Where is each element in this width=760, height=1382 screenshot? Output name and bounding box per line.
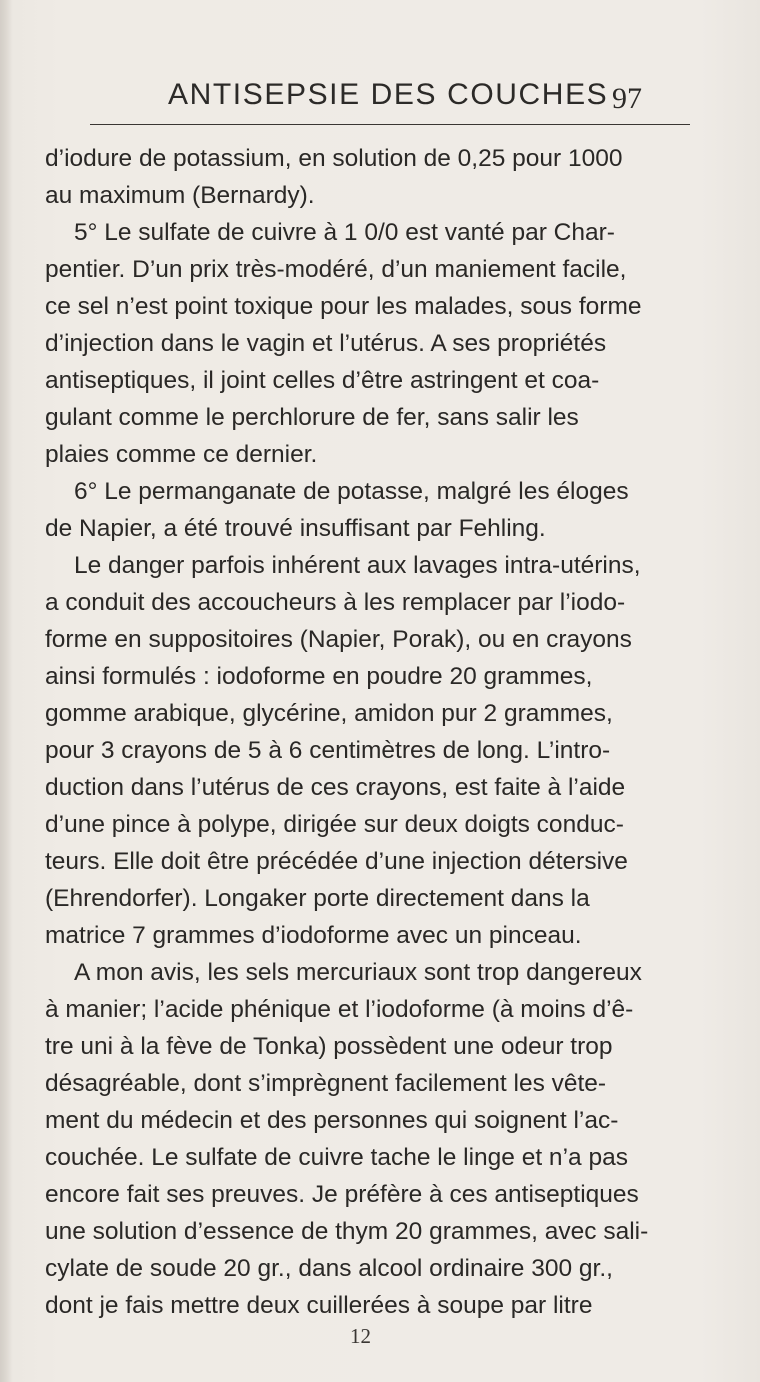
text-line: a conduit des accoucheurs à les remplacer par l’iodo- <box>45 589 626 616</box>
text-line: couchée. Le sulfate de cuivre tache le linge et n’a pas <box>45 1144 628 1171</box>
text-line: ment du médecin et des personnes qui soignent l’ac- <box>45 1107 619 1134</box>
text-line: pour 3 crayons de 5 à 6 centimètres de long. L’intro- <box>45 737 611 764</box>
text-line: dont je fais mettre deux cuillerées à soupe par litre <box>45 1292 593 1319</box>
text-line: d’iodure de potassium, en solution de 0,25 pour 1000 <box>45 145 623 172</box>
signature-mark: 12 <box>350 1324 371 1348</box>
text-line: forme en suppositoires (Napier, Porak), ou en crayons <box>45 626 632 653</box>
binding-shadow <box>0 0 12 1382</box>
text-line: pentier. D’un prix très-modéré, d’un maniement facile, <box>45 256 627 283</box>
text-line: 5° Le sulfate de cuivre à 1 0/0 est vanté par Char- <box>74 219 615 246</box>
text-line: de Napier, a été trouvé insuffisant par Fehling. <box>45 515 546 542</box>
text-line: gulant comme le perchlorure de fer, sans salir les <box>45 404 579 431</box>
text-line: Le danger parfois inhérent aux lavages intra-utérins, <box>74 552 641 579</box>
text-line: plaies comme ce dernier. <box>45 441 318 468</box>
text-line: à manier; l’acide phénique et l’iodoforme (à moins d’ê- <box>45 996 634 1023</box>
text-line: une solution d’essence de thym 20 grammes, avec sali- <box>45 1218 649 1245</box>
text-line: matrice 7 grammes d’iodoforme avec un pinceau. <box>45 922 582 949</box>
text-line: teurs. Elle doit être précédée d’une injection détersive <box>45 848 628 875</box>
text-line: 6° Le permanganate de potasse, malgré les éloges <box>74 478 629 505</box>
text-line: ainsi formulés : iodoforme en poudre 20 grammes, <box>45 663 593 690</box>
text-line: tre uni à la fève de Tonka) possèdent une odeur trop <box>45 1033 613 1060</box>
text-line: encore fait ses preuves. Je préfère à ces antiseptiques <box>45 1181 639 1208</box>
text-line: cylate de soude 20 gr., dans alcool ordinaire 300 gr., <box>45 1255 613 1282</box>
text-line: d’une pince à polype, dirigée sur deux doigts conduc- <box>45 811 624 838</box>
page-number: 97 <box>612 82 642 115</box>
text-line: antiseptiques, il joint celles d’être astringent et coa- <box>45 367 600 394</box>
running-title: ANTISEPSIE DES COUCHES <box>168 78 609 111</box>
header-rule <box>90 124 690 125</box>
text-line: duction dans l’utérus de ces crayons, est faite à l’aide <box>45 774 626 801</box>
text-line: gomme arabique, glycérine, amidon pur 2 grammes, <box>45 700 613 727</box>
text-line: au maximum (Bernardy). <box>45 182 315 209</box>
text-line: d’injection dans le vagin et l’utérus. A ses propriétés <box>45 330 607 357</box>
text-line: désagréable, dont s’imprègnent facilement les vête- <box>45 1070 607 1097</box>
text-line: ce sel n’est point toxique pour les malades, sous forme <box>45 293 642 320</box>
text-line: (Ehrendorfer). Longaker porte directement dans la <box>45 885 590 912</box>
text-line: A mon avis, les sels mercuriaux sont trop dangereux <box>74 959 642 986</box>
